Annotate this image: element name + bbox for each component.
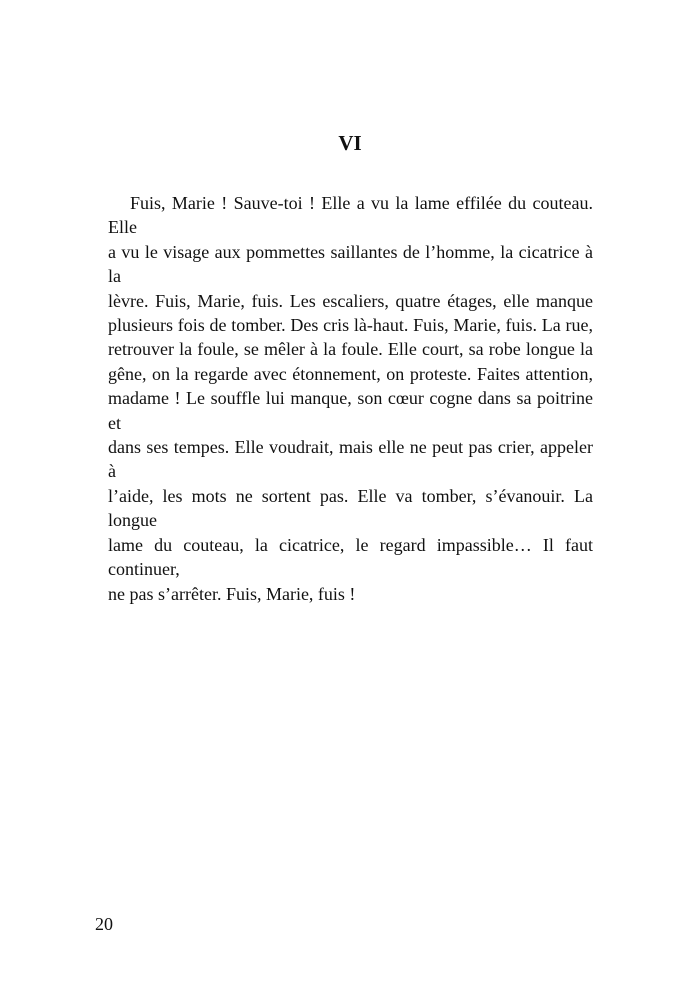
paragraph-line: l’aide, les mots ne sortent pas. Elle va tomber, s’évanouir. La longue (108, 485, 593, 531)
page-number: 20 (95, 914, 113, 934)
paragraph-line: dans ses tempes. Elle voudrait, mais elle ne peut pas crier, appeler à (108, 437, 593, 482)
paragraph-line: Fuis, Marie ! Sauve-toi ! Elle a vu la lame effilée du couteau. Elle (108, 193, 593, 238)
paragraph-line: gêne, on la regarde avec étonnement, on proteste. Faites attention, (108, 363, 593, 384)
paragraph-line: madame ! Le souffle lui manque, son cœur cogne dans sa poitrine et (108, 388, 593, 433)
body-paragraph (108, 191, 593, 606)
paragraph-line: lame du couteau, la cicatrice, le regard impassible… Il faut continuer, (108, 534, 593, 580)
paragraph-line: lèvre. Fuis, Marie, fuis. Les escaliers, quatre étages, elle manque (108, 290, 593, 311)
paragraph-line: retrouver la foule, se mêler à la foule. Elle court, sa robe longue la (108, 339, 593, 360)
paragraph-line: plusieurs fois de tomber. Des cris là-haut. Fuis, Marie, fuis. La rue, (108, 315, 593, 336)
paragraph-line: a vu le visage aux pommettes saillantes de l’homme, la cicatrice à la (108, 241, 593, 287)
paragraph-line: ne pas s’arrêter. Fuis, Marie, fuis ! (108, 583, 356, 604)
chapter-title: VI (338, 131, 362, 155)
